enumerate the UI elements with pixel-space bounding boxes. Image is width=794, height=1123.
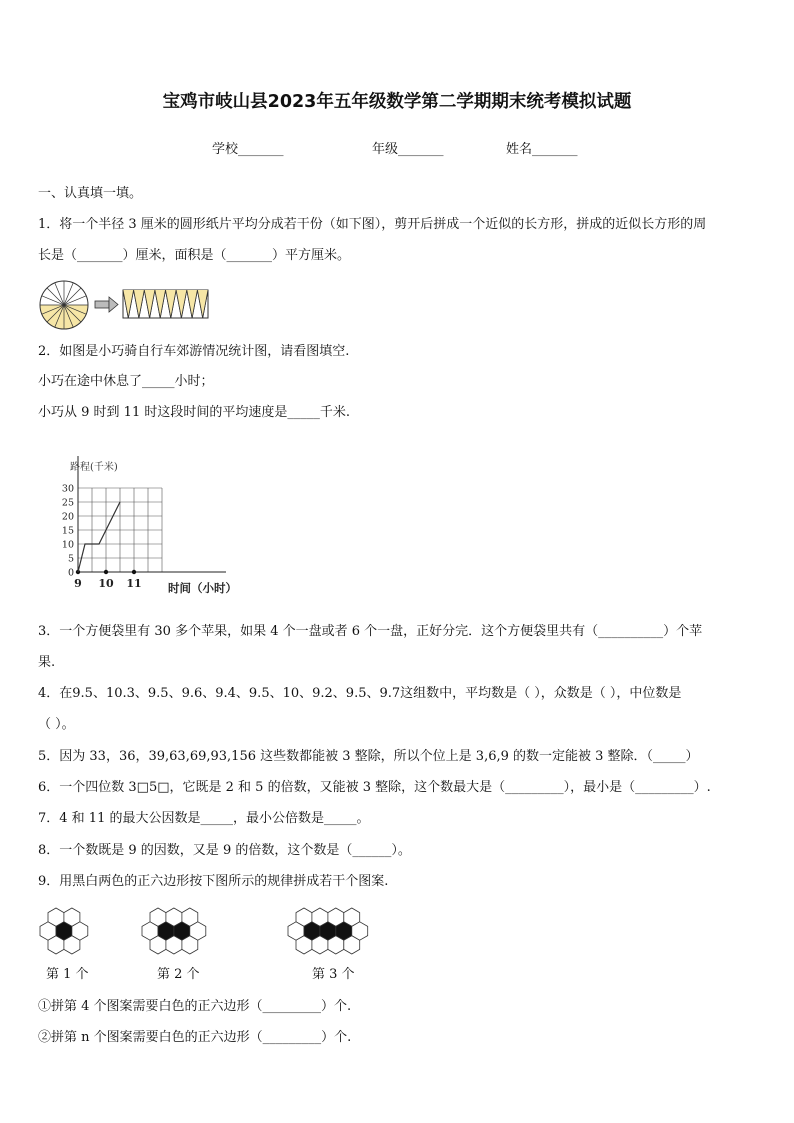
distance-time-chart <box>40 448 255 603</box>
q7: 7．4 和 11 的最大公因数是_____，最小公倍数是_____。 <box>38 811 370 826</box>
pattern-label-2: 第 2 个 <box>157 967 200 982</box>
hexagon-pattern-3 <box>288 908 368 954</box>
distance-series-line <box>78 502 120 572</box>
y-tick-label: 30 <box>61 483 74 495</box>
white-hexagon <box>40 922 56 940</box>
x-axis-label: 时间（小时） <box>168 581 237 595</box>
x-tick-dot <box>104 570 108 574</box>
white-hexagon <box>288 922 304 940</box>
pattern-label-1: 第 1 个 <box>46 967 89 982</box>
circle-to-rectangle-figure <box>38 278 218 334</box>
y-tick-labels <box>62 484 74 579</box>
y-tick-label: 15 <box>61 525 74 537</box>
hexagon-pattern-1 <box>40 908 88 954</box>
x-tick-label: 10 <box>98 577 114 590</box>
q1-line2: 长是（_______）厘米，面积是（_______）平方厘米。 <box>38 248 351 263</box>
y-tick-label: 0 <box>67 567 74 579</box>
q2-line2: 小巧在途中休息了_____小时； <box>38 374 214 389</box>
y-tick-label: 20 <box>61 511 74 523</box>
q6: 6．一个四位数 3□5□，它既是 2 和 5 的倍数，又能被 3 整除，这个数最大是（_________），最小是（_________）. <box>38 780 711 795</box>
school-field: 学校_______ <box>212 142 284 157</box>
white-hexagon <box>352 922 368 940</box>
approximate-rectangle <box>123 290 208 318</box>
q5: 5．因为 33，36，39,63,69,93,156 这些数都能被 3 整除，所以个位上是 3,6,9 的数一定能被 3 整除．（_____） <box>38 749 699 764</box>
section-heading: 一、认真填一填。 <box>38 186 143 201</box>
chart-axes <box>78 456 226 572</box>
right-arrow-icon <box>95 297 118 312</box>
q8: 8．一个数既是 9 的因数，又是 9 的倍数，这个数是（______）。 <box>38 843 411 858</box>
page-title: 宝鸡市岐山县2023年五年级数学第二学期期末统考模拟试题 <box>162 92 632 112</box>
q1-line1: 1．将一个半径 3 厘米的圆形纸片平均分成若干份（如下图），剪开后拼成一个近似的长方形，拼成的近似长方形的周 <box>38 217 707 232</box>
name-field: 姓名_______ <box>506 142 578 157</box>
q2-line3: 小巧从 9 时到 11 时这段时间的平均速度是_____千米. <box>38 405 350 420</box>
pattern-label-3: 第 3 个 <box>312 967 355 982</box>
hexagon-pattern-2 <box>142 908 206 954</box>
q3-line1: 3．一个方便袋里有 30 多个苹果，如果 4 个一盘或者 6 个一盘，正好分完．这个方便袋里共有（__________）个苹 <box>38 624 703 639</box>
q2-line1: 2．如图是小巧骑自行车郊游情况统计图，请看图填空. <box>38 344 350 359</box>
x-tick-label: 9 <box>74 577 82 590</box>
q9-line1: 9．用黑白两色的正六边形按下图所示的规律拼成若干个图案. <box>38 874 389 889</box>
y-axis-label: 路程(千米) <box>70 462 118 473</box>
black-hexagon <box>336 922 352 940</box>
hexagon-patterns <box>30 898 420 962</box>
q9-sub1: ①拼第 4 个图案需要白色的正六边形（_________）个. <box>38 999 352 1014</box>
q4-line1: 4．在9.5、10.3、9.5、9.6、9.4、9.5、10、9.2、9.5、9.7这组数中，平均数是（ ），众数是（ ），中位数是 <box>38 686 682 701</box>
q3-line2: 果. <box>38 655 56 670</box>
x-tick-label: 11 <box>126 577 142 590</box>
x-tick-labels <box>74 570 141 590</box>
y-tick-label: 10 <box>61 539 74 551</box>
white-hexagon <box>142 922 158 940</box>
q9-sub2: ②拼第 n 个图案需要白色的正六边形（_________）个. <box>38 1030 352 1045</box>
divided-circle <box>40 281 88 329</box>
y-tick-label: 25 <box>61 497 74 509</box>
q4-line2: （ ）。 <box>38 717 75 732</box>
grade-field: 年级_______ <box>372 142 444 157</box>
white-hexagon <box>190 922 206 940</box>
y-tick-label: 5 <box>67 553 74 565</box>
chart-grid <box>78 488 162 572</box>
x-tick-dot <box>132 570 136 574</box>
